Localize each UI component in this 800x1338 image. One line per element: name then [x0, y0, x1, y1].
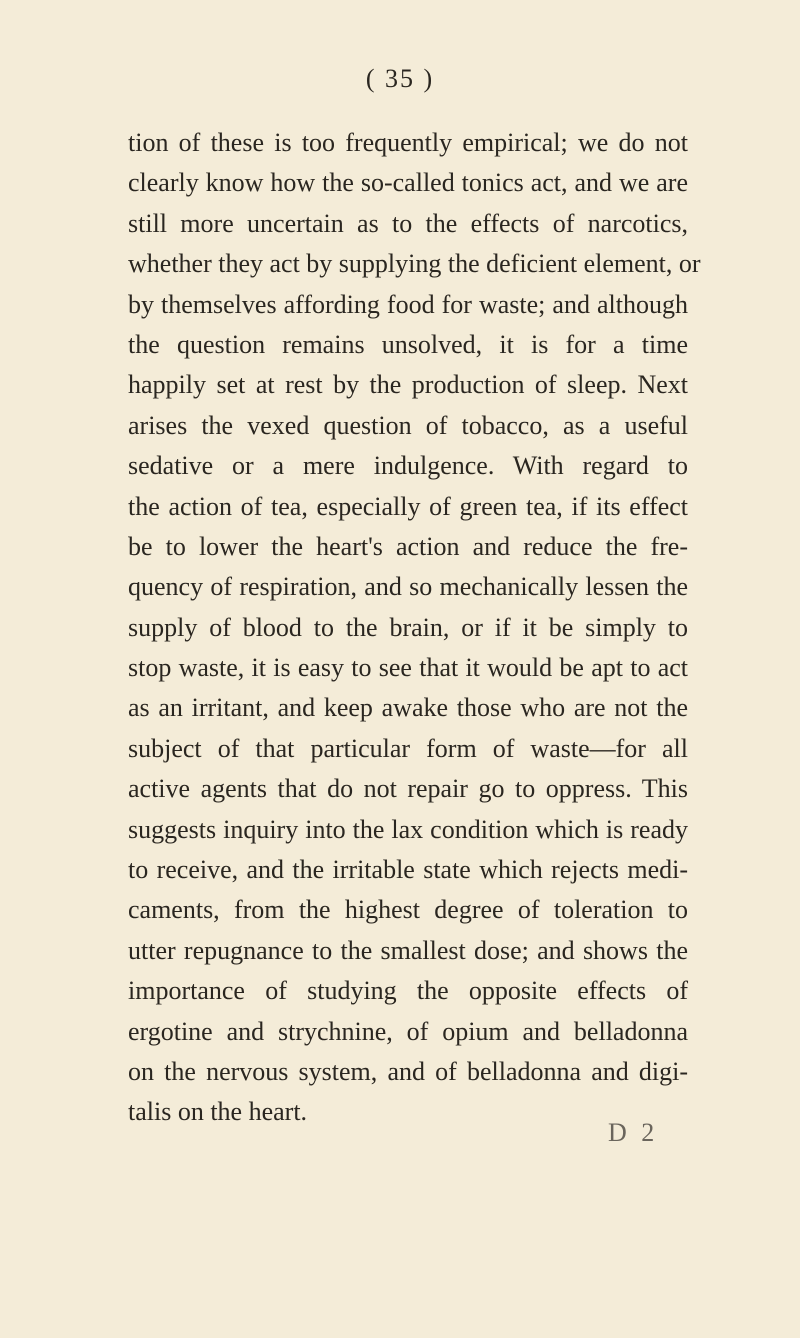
text-line: the action of tea, especially of green tea, if its effect [128, 491, 688, 521]
text-line: suggests inquiry into the lax condition which is ready [128, 814, 688, 844]
text-line: importance of studying the opposite effects of [128, 976, 688, 1006]
text-line: sedative or a mere indulgence. With regard to [128, 451, 688, 481]
text-line: quency of respiration, and so mechanically lessen the [128, 572, 688, 602]
text-line: utter repugnance to the smallest dose; and shows the [128, 935, 688, 965]
text-line: caments, from the highest degree of toleration to [128, 895, 688, 925]
text-line: happily set at rest by the production of sleep. Next [128, 370, 688, 400]
text-line: to receive, and the irritable state which rejects medi- [128, 855, 688, 885]
signature-mark: D 2 [608, 1118, 659, 1147]
text-line: clearly know how the so-called tonics act, and we are [128, 168, 688, 198]
text-line: subject of that particular form of waste—for all [128, 733, 688, 763]
text-line: active agents that do not repair go to oppress. This [128, 774, 688, 804]
text-line: arises the vexed question of tobacco, as a useful [128, 410, 688, 440]
text-line: as an irritant, and keep awake those who are not the [128, 693, 688, 723]
text-line: tion of these is too frequently empirical; we do not [128, 128, 688, 157]
text-line: still more uncertain as to the effects of narcotics, [128, 208, 688, 238]
text-line: supply of blood to the brain, or if it be simply to [128, 612, 688, 642]
text-line: ergotine and strychnine, of opium and belladonna [128, 1016, 688, 1046]
text-line: talis on the heart. [128, 1097, 308, 1127]
text-line: be to lower the heart's action and reduce the fre- [128, 531, 688, 561]
text-line: stop waste, it is easy to see that it would be apt to act [128, 653, 688, 683]
text-line: the question remains unsolved, it is for a time [128, 329, 688, 359]
text-line: on the nervous system, and of belladonna and digi- [128, 1056, 688, 1086]
page-number: ( 35 ) [365, 64, 435, 93]
body-text [128, 123, 701, 1133]
text-line: whether they act by supplying the deficient element, or [128, 249, 701, 279]
text-line: by themselves affording food for waste; and although [128, 289, 688, 319]
